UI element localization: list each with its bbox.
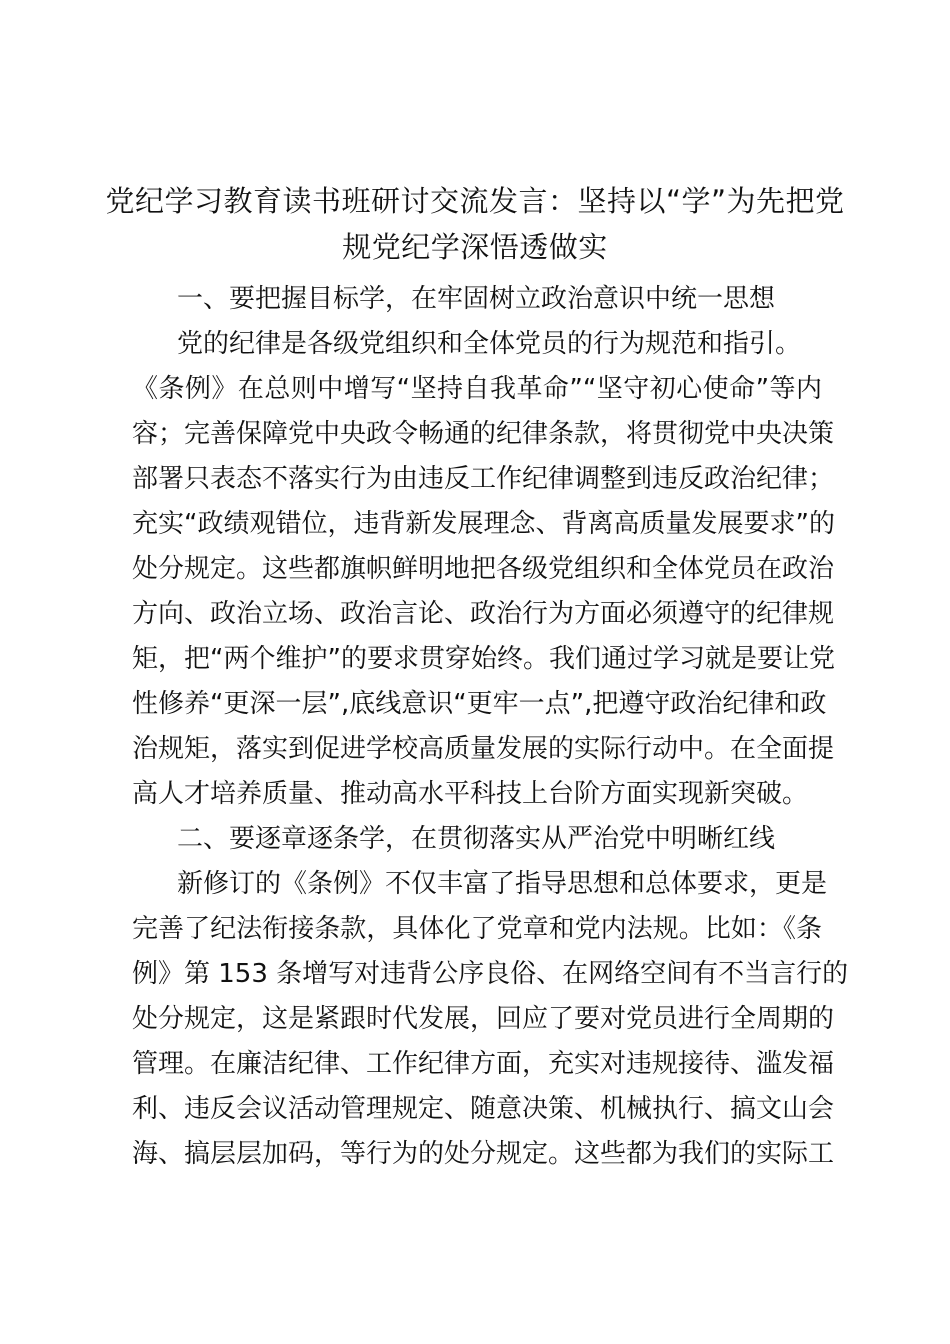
paragraph-line: 管理。在廉洁纪律、工作纪律方面，充实对违规接待、滥发福	[132, 1049, 835, 1079]
paragraph-line: 新修订的《条例》不仅丰富了指导思想和总体要求，更是	[177, 869, 828, 899]
paragraph-line: 处分规定，这是紧跟时代发展，回应了要对党员进行全周期的	[132, 1004, 835, 1034]
section-heading-2: 二、要逐章逐条学，在贯彻落实从严治党中明晰红线	[177, 824, 776, 854]
paragraph-line: 矩，把“两个维护”的要求贯穿始终。我们通过学习就是要让党	[132, 644, 835, 674]
paragraph-line: 完善了纪法衔接条款，具体化了党章和党内法规。比如：《条	[132, 914, 822, 944]
paragraph-line: 治规矩，落实到促进学校高质量发展的实际行动中。在全面提	[132, 734, 835, 764]
paragraph-line: 高人才培养质量、推动高水平科技上台阶方面实现新突破。	[132, 779, 809, 809]
paragraph-line: 例》第 153 条增写对违背公序良俗、在网络空间有不当言行的	[132, 959, 849, 989]
paragraph-line: 党的纪律是各级党组织和全体党员的行为规范和指引。	[177, 329, 802, 359]
paragraph-line: 方向、政治立场、政治言论、政治行为方面必须遵守的纪律规	[132, 599, 835, 629]
paragraph-line: 容；完善保障党中央政令畅通的纪律条款，将贯彻党中央决策	[132, 419, 835, 449]
document-title: 党纪学习教育读书班研讨交流发言：坚持以“学”为先把党规党纪学深悟透做实	[105, 184, 845, 264]
paragraph-line: 部署只表态不落实行为由违反工作纪律调整到违反政治纪律；	[132, 464, 835, 494]
section-heading-1: 一、要把握目标学，在牢固树立政治意识中统一思想	[177, 284, 776, 314]
paragraph-line: 充实“政绩观错位，违背新发展理念、背离高质量发展要求”的	[132, 509, 835, 539]
paragraph-line: 利、违反会议活动管理规定、随意决策、机械执行、搞文山会	[132, 1094, 835, 1124]
paragraph-line: 性修养“更深一层”,底线意识“更牢一点”,把遵守政治纪律和政	[132, 689, 827, 719]
paragraph-line: 海、搞层层加码，等行为的处分规定。这些都为我们的实际工	[132, 1139, 835, 1169]
paragraph-line: 《条例》在总则中增写“坚持自我革命”“坚守初心使命”等内	[132, 374, 822, 404]
paragraph-line: 处分规定。这些都旗帜鲜明地把各级党组织和全体党员在政治	[132, 554, 835, 584]
